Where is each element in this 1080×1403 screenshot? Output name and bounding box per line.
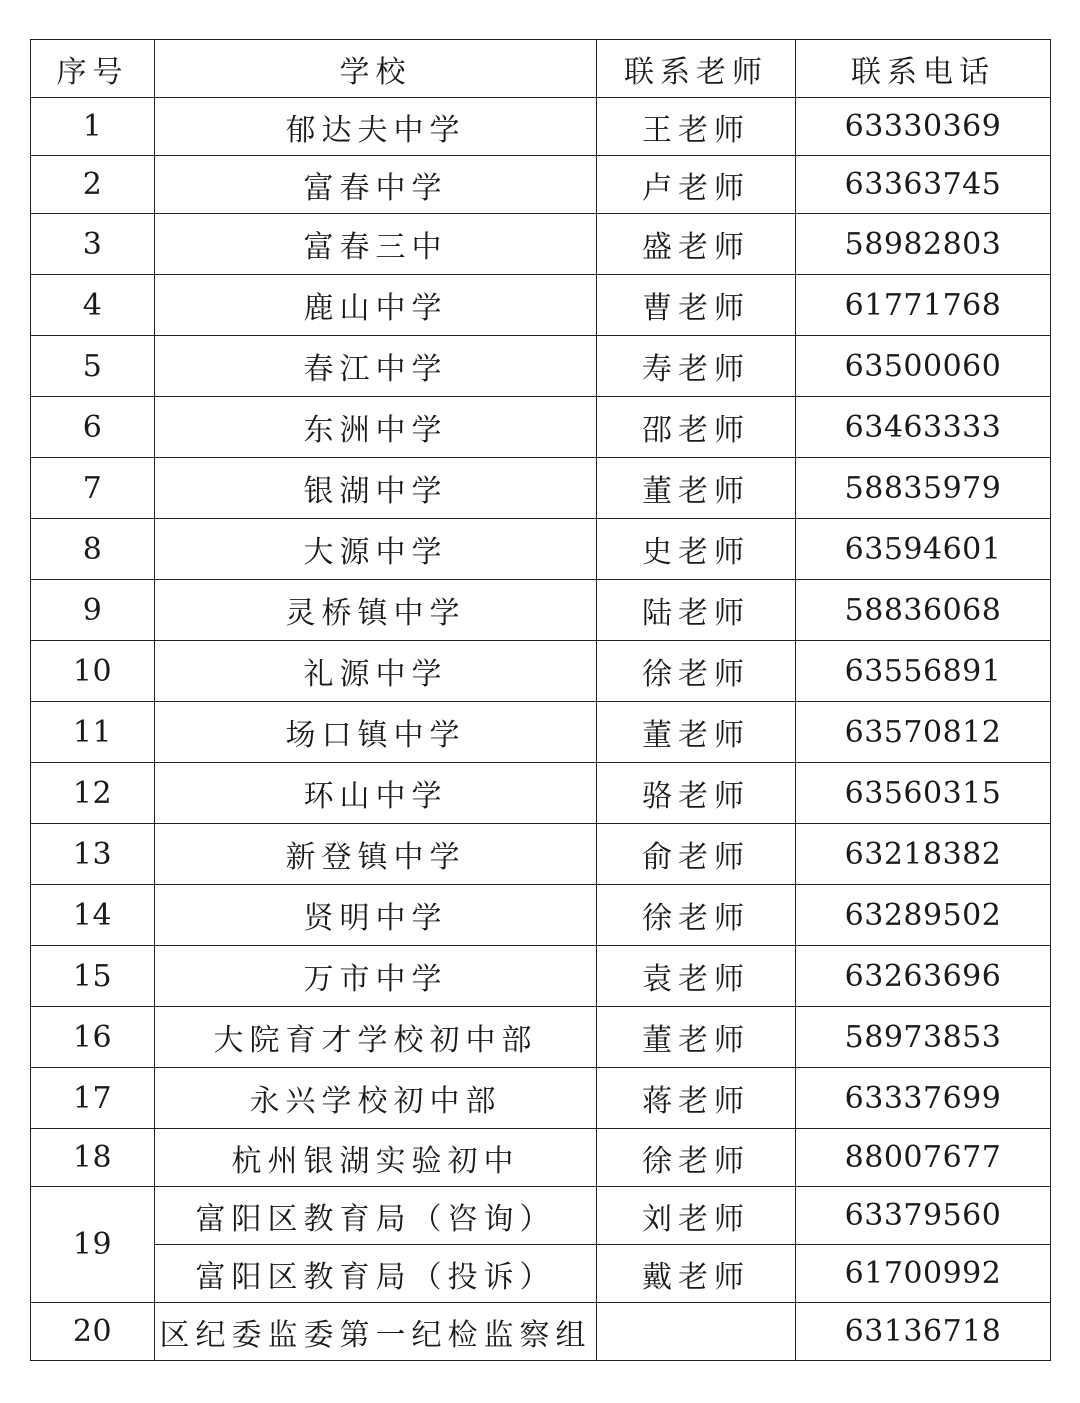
row-teacher: 陆老师 [597, 580, 796, 641]
row-school: 永兴学校初中部 [155, 1068, 597, 1129]
table-row [31, 1129, 1051, 1187]
row-teacher: 骆老师 [597, 763, 796, 824]
row-school: 富阳区教育局（投诉） [155, 1245, 597, 1303]
header-index: 序号 [31, 40, 155, 98]
row-phone: 88007677 [796, 1129, 1051, 1187]
row-teacher: 曹老师 [597, 275, 796, 336]
row-index: 16 [31, 1007, 155, 1068]
row-teacher [597, 1303, 796, 1361]
row-teacher: 董老师 [597, 458, 796, 519]
row-phone: 63136718 [796, 1303, 1051, 1361]
table-row [31, 336, 1051, 397]
table-row [31, 458, 1051, 519]
table-row [31, 641, 1051, 702]
row-teacher: 刘老师 [597, 1187, 796, 1245]
row-index: 13 [31, 824, 155, 885]
row-school: 郁达夫中学 [155, 98, 597, 156]
row-school: 贤明中学 [155, 885, 597, 946]
table-row [31, 763, 1051, 824]
table-row-19b [31, 1245, 1051, 1303]
row-school: 富春三中 [155, 214, 597, 275]
table-row-19a [31, 1187, 1051, 1245]
row-school: 富阳区教育局（咨询） [155, 1187, 597, 1245]
row-phone: 63379560 [796, 1187, 1051, 1245]
row-school: 万市中学 [155, 946, 597, 1007]
row-index: 10 [31, 641, 155, 702]
contact-table [30, 39, 1051, 1361]
row-index: 4 [31, 275, 155, 336]
row-phone: 61771768 [796, 275, 1051, 336]
row-phone: 58836068 [796, 580, 1051, 641]
row-index: 6 [31, 397, 155, 458]
table-body [31, 98, 1051, 1361]
table-row [31, 946, 1051, 1007]
table-row [31, 156, 1051, 214]
header-teacher: 联系老师 [597, 40, 796, 98]
header-phone: 联系电话 [796, 40, 1051, 98]
table-row-20 [31, 1303, 1051, 1361]
row-teacher: 徐老师 [597, 641, 796, 702]
row-school: 富春中学 [155, 156, 597, 214]
row-index: 8 [31, 519, 155, 580]
row-phone: 63218382 [796, 824, 1051, 885]
row-phone: 63570812 [796, 702, 1051, 763]
row-index: 20 [31, 1303, 155, 1361]
row-school: 大源中学 [155, 519, 597, 580]
row-school: 区纪委监委第一纪检监察组 [155, 1303, 597, 1361]
row-school: 灵桥镇中学 [155, 580, 597, 641]
row-teacher: 袁老师 [597, 946, 796, 1007]
row-teacher: 卢老师 [597, 156, 796, 214]
row-phone: 61700992 [796, 1245, 1051, 1303]
row-teacher: 董老师 [597, 1007, 796, 1068]
row-teacher: 寿老师 [597, 336, 796, 397]
row-phone: 63263696 [796, 946, 1051, 1007]
row-school: 大院育才学校初中部 [155, 1007, 597, 1068]
table-row [31, 885, 1051, 946]
table-row [31, 275, 1051, 336]
row-phone: 63289502 [796, 885, 1051, 946]
row-phone: 63337699 [796, 1068, 1051, 1129]
row-school: 东洲中学 [155, 397, 597, 458]
row-index: 14 [31, 885, 155, 946]
row-index: 1 [31, 98, 155, 156]
row-index: 9 [31, 580, 155, 641]
row-school: 银湖中学 [155, 458, 597, 519]
row-teacher: 徐老师 [597, 885, 796, 946]
row-school: 礼源中学 [155, 641, 597, 702]
row-school: 环山中学 [155, 763, 597, 824]
row-index: 12 [31, 763, 155, 824]
row-phone: 63330369 [796, 98, 1051, 156]
row-index: 5 [31, 336, 155, 397]
row-phone: 63560315 [796, 763, 1051, 824]
table-row [31, 702, 1051, 763]
table-row [31, 1068, 1051, 1129]
row-phone: 63500060 [796, 336, 1051, 397]
table-row [31, 519, 1051, 580]
row-index: 2 [31, 156, 155, 214]
row-index: 11 [31, 702, 155, 763]
row-school: 春江中学 [155, 336, 597, 397]
row-index-merged: 19 [31, 1187, 155, 1303]
row-phone: 58973853 [796, 1007, 1051, 1068]
row-teacher: 盛老师 [597, 214, 796, 275]
row-teacher: 史老师 [597, 519, 796, 580]
row-phone: 58835979 [796, 458, 1051, 519]
row-index: 7 [31, 458, 155, 519]
table-row [31, 580, 1051, 641]
row-school: 杭州银湖实验初中 [155, 1129, 597, 1187]
row-phone: 63556891 [796, 641, 1051, 702]
row-school: 新登镇中学 [155, 824, 597, 885]
header-row [31, 40, 1051, 98]
row-phone: 63363745 [796, 156, 1051, 214]
table-row [31, 397, 1051, 458]
row-phone: 63463333 [796, 397, 1051, 458]
row-phone: 58982803 [796, 214, 1051, 275]
header-school: 学校 [155, 40, 597, 98]
row-teacher: 王老师 [597, 98, 796, 156]
row-teacher: 邵老师 [597, 397, 796, 458]
table-row [31, 824, 1051, 885]
row-school: 场口镇中学 [155, 702, 597, 763]
row-phone: 63594601 [796, 519, 1051, 580]
table-row [31, 214, 1051, 275]
table-row [31, 98, 1051, 156]
row-teacher: 徐老师 [597, 1129, 796, 1187]
row-index: 3 [31, 214, 155, 275]
row-school: 鹿山中学 [155, 275, 597, 336]
row-index: 18 [31, 1129, 155, 1187]
table-row [31, 1007, 1051, 1068]
row-teacher: 董老师 [597, 702, 796, 763]
row-teacher: 俞老师 [597, 824, 796, 885]
row-teacher: 戴老师 [597, 1245, 796, 1303]
row-index: 15 [31, 946, 155, 1007]
row-index: 17 [31, 1068, 155, 1129]
row-teacher: 蒋老师 [597, 1068, 796, 1129]
